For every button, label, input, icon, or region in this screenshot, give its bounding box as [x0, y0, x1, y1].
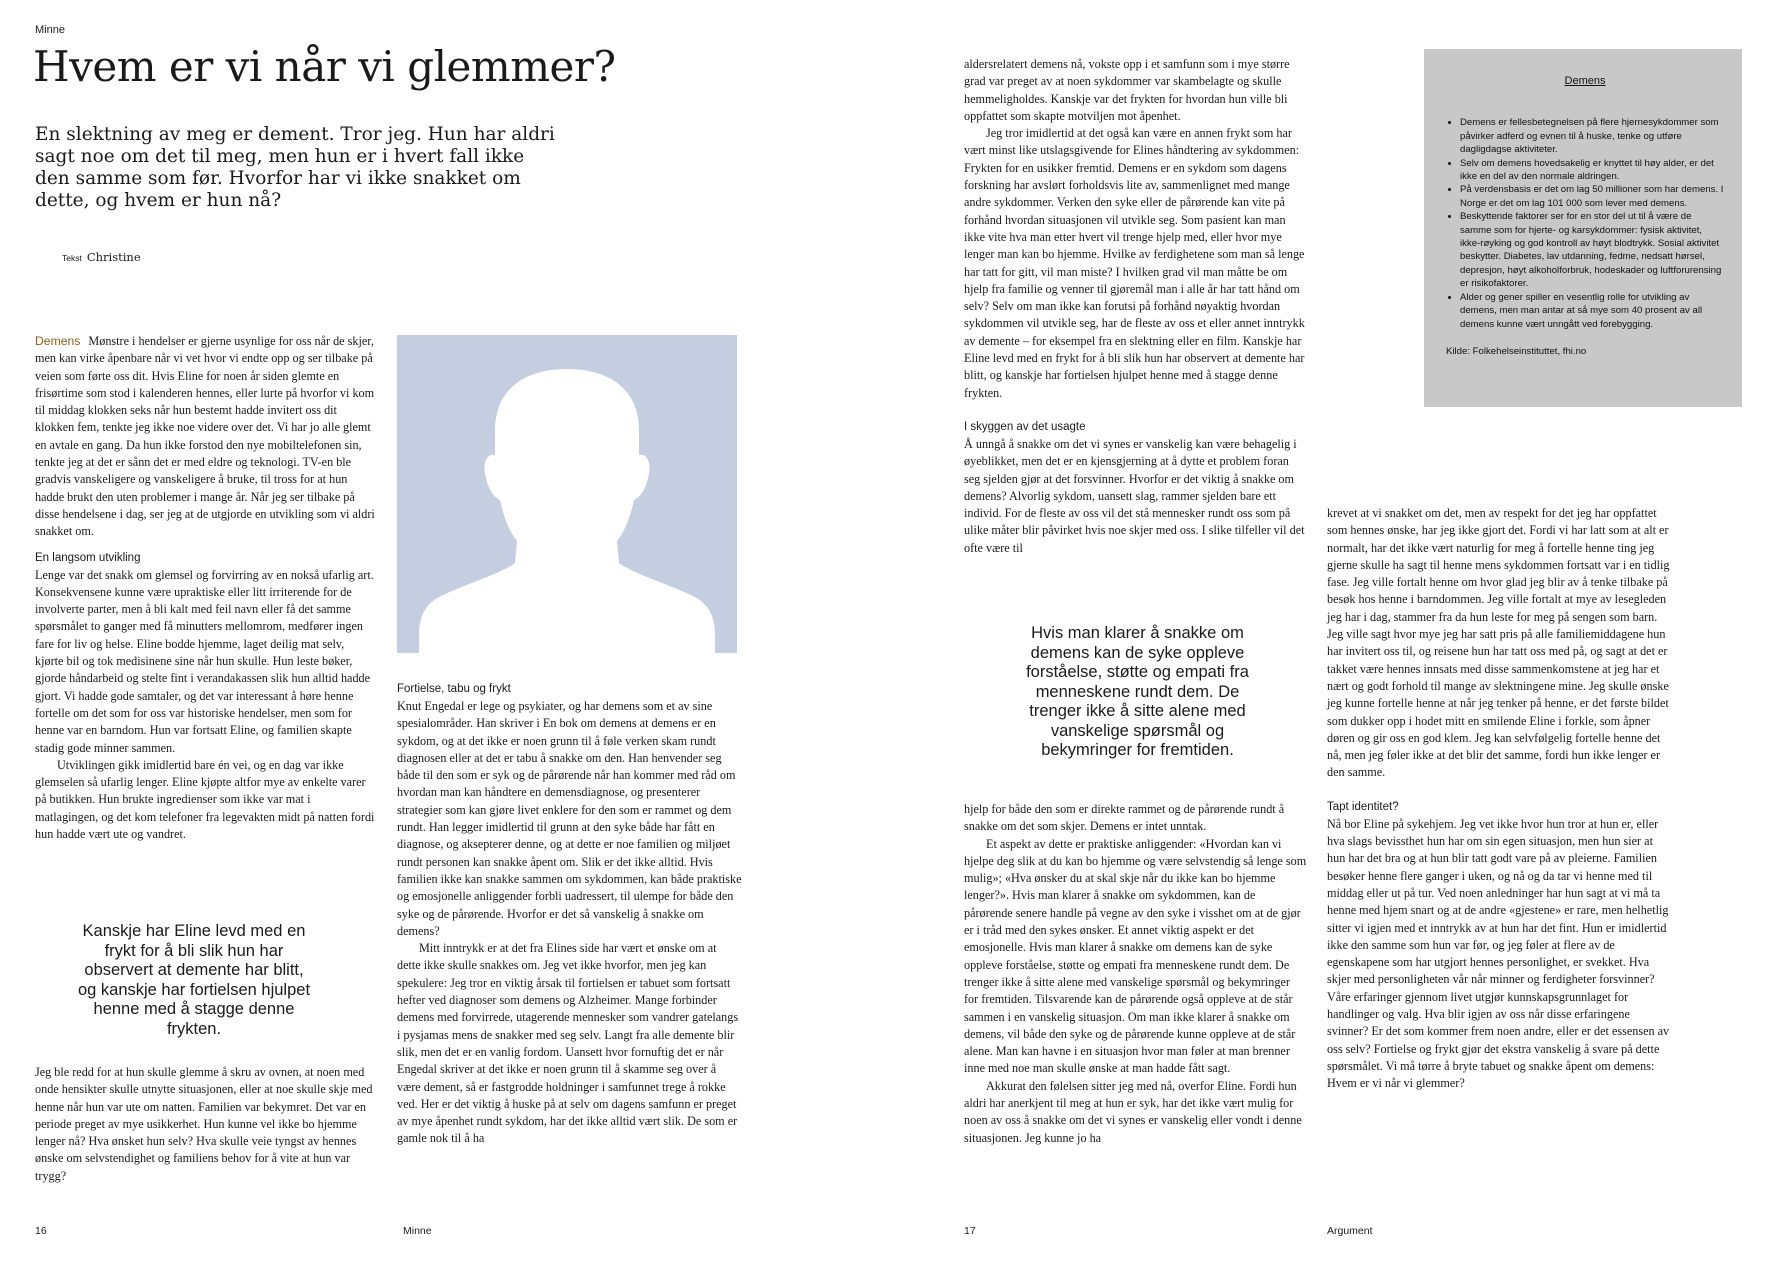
- kicker: Demens: [35, 334, 81, 348]
- col3-paragraph: Å unngå å snakke om det vi synes er vanskelig kan være behagelig i øyeblikket, men det er en kjensgjerning at å dytte et problem foran seg sjelden gjør at det forsvinner. Hvorfor er det viktig å snakke om demens? Alvorlig sykdom, uansett slag, rammer sjelden bare ett individ. For de fleste av oss vil det stå mennesker rundt oss som på ulike måter blir påvirket hvis noe skjer med oss. I slike tilfeller vil det ofte være til: [964, 436, 1305, 555]
- col3-paragraph: hjelp for både den som er direkte rammet og de pårørende rundt å snakke om det som skjer. Demens er intet unntak.: [964, 802, 1285, 834]
- pull-quote: Kanskje har Eline levd med en frykt for å bli slik hun har observert at demente har blitt, og kanskje har fortielsen hjulpet henne med å stagge denne frykten.: [77, 922, 311, 1038]
- col3-paragraph: Jeg tror imidlertid at det også kan være en annen frykt som har vært minst like utslagsgivende for Elines håndtering av sykdommen: Frykten for en usikker fremtid. Demens er en sykdom som dagens forskning har avslørt forholdsvis lite av, sammenlignet med mange andre sykdommer. Verken den syke eller de pårørende kan vite på forhånd hvordan situasjonen vil utvikle seg. Som pasient kan man ikke vite hva man etter hvert vil trenge hjelp med, eller hvor mye lenger man kan bo hjemme. Hvilke av ferdighetene som man så lenge har tatt for gitt, vil man miste? I hvilken grad vil man måtte be om hjelp fra familie og venner til gjøremål man i alle år har tatt hånd om selv? Selv om man ikke kan forutsi på forhånd nøyaktig hvordan sykdommen vil utvikle seg, har de fleste av oss et eller annet inntrykk av demente – for eksempel fra en slektning eller en film. Kanskje har Eline levd med en frykt for å bli slik hun har observert at demente har blitt, og kanskje har fortielsen hjulpet henne med å stagge denne frykten.: [964, 126, 1305, 400]
- fact-box-title: Demens: [1564, 75, 1606, 87]
- col1-paragraph: Lenge var det snakk om glemsel og forvirring av en nokså ufarlig art. Konsekvensene kunne være upraktiske eller litt irriterende for de involverte parter, men å bli kalt med feil navn eller få det samme spørsmålet to ganger med få minutters mellomrom, medfører ingen fare for liv og helse. Eline bodde hjemme, laget deilig mat selv, kjørte bil og tok medisinene sine når hun skulle. Hun leste bøker, gjorde håndarbeid og stelte fint i verandakassen slik hun alltid hadde gjort. Vi hadde gode samtaler, og det var interessant å høre henne fortelle om det som for oss var historiske hendelser, men som for henne var en barndom. Hun var fortsatt Eline, og familien skapte stadig gode minner sammen.: [35, 567, 374, 755]
- section-label: Minne: [35, 24, 65, 36]
- column-4: [1327, 505, 1672, 1093]
- page-number-left: 16: [35, 1225, 47, 1237]
- subheading: I skyggen av det usagte: [964, 420, 1086, 433]
- byline: [62, 250, 141, 264]
- byline-label: Tekst: [62, 253, 82, 263]
- column-2: [397, 681, 742, 1148]
- subheading: Fortielse, tabu og frykt: [397, 683, 511, 695]
- article-lead: En slektning av meg er dement. Tror jeg. Hun har aldri sagt noe om det til meg, men hun er i hvert fall ikke den samme som før. Hvorfor har vi ikke snakket om dette, og hvem er hun nå?: [35, 124, 555, 211]
- person-silhouette-icon: [397, 335, 737, 653]
- col2-paragraph: Mitt inntrykk er at det fra Elines side har vært et ønske om at dette ikke skulle snakkes om. Jeg vet ikke hvorfor, men jeg kan spekulere: Jeg tror en viktig årsak til fortielsen er tabuet som fortsatt hefter ved diagnoser som demens og Alzheimer. Mange forbinder demens med forvirrede, utagerende mennesker som vandrer gatelangs i pysjamas mens de snakker med seg selv. Langt fra alle demente blir slik, men det er en vanlig fordom. Uansett hvor fornuftig det er når Engedal skriver at det ikke er noen grunn til å skamme seg over å være dement, så er fastgrodde holdninger i samfunnet trege å rokke ved. Her er det viktig å huske på at selv om dagens samfunn er preget av mye åpenhet rundt sykdom, har det ikke alltid vært slik. De som er gamle nok til å ha: [397, 941, 739, 1146]
- column-3: [964, 56, 1307, 557]
- column-3-continued: [964, 801, 1307, 1147]
- fact-item: • Selv om demens hovedsakelig er knyttet til høy alder, er det ikke en del av den normale aldringen.: [1460, 157, 1724, 184]
- fact-box-source: Kilde: Folkehelseinstituttet, fhi.no: [1446, 345, 1587, 357]
- col4-paragraph: Nå bor Eline på sykehjem. Jeg vet ikke hvor hun tror at hun er, eller hva slags bevissthet hun har om sin egen situasjon, men hun sier at hun har det bra og at hun blir tatt godt vare på av pleierne. Familien besøker henne flere ganger i uken, og nå og da tar vi henne med til middag eller ut på tur. Ved noen anledninger har hun sagt at vi må ta henne med hjem snart og at de andre «gjestene» er rare, men helhetlig sitter vi igjen med et inntrykk av at hun har det fint. Hun er imidlertid ikke den samme som hun var før, og jeg føler at flere av de egenskapene som har utgjort hennes personlighet, er svekket. Hva skjer med personligheten vår når minner og ferdigheter forsvinner? Våre erfaringer gjennom livet utgjør kunnskapsgrunnlaget for handlinger og valg. Hva blir igjen av oss når disse erfaringene svinner? Er det som kommer frem noen andre, eller er det essensen av oss selv? Fortielse og frykt gjør det ekstra vanskelig å svare på dette spørsmålet. Vi må tørre å bryte tabuet og snakke åpent om demens: Hvem er vi når vi glemmer?: [1327, 816, 1670, 1091]
- column-1: [35, 333, 375, 843]
- col3-paragraph: aldersrelatert demens nå, vokste opp i et samfunn som i mye større grad var preget av at noen sykdommer var skambelagte og skulle hemmeligholdes. Kanskje var det frykten for hvordan hun ville bli oppfattet som skapte motviljen mot åpenhet.: [964, 57, 1290, 123]
- pull-quote: Hvis man klarer å snakke om demens kan de syke oppleve forståelse, støtte og empati fra menneskene rundt dem. De trenger ikke å sitte alene med vanskelige spørsmål og bekymringer for fremtiden.: [1026, 624, 1249, 759]
- column-1-continued: [35, 1064, 378, 1185]
- col2-paragraph: Knut Engedal er lege og psykiater, og har demens som et av sine spesialområder. Han skriver i En bok om demens at demens er en sykdom, og at det ikke er noen grunn til å føle verken skam rundt diagnosen eller at det er tabu å snakke om den. Han henvender seg både til den som er syk og de pårørende når han kommer med råd om hvordan man kan håndtere en demensdiagnose, og presenterer strategier som kan gjøre livet enklere for den som er rammet og dem rundt. Han legger imidlertid til grunn at den syke både har fått en diagnose, og aksepterer denne, og at dette er noe familien og miljøet rundt personen kan snakke åpent om. Slik er det ikke alltid. Hvis familien ikke kan snakke sammen om sykdommen, kan både praktiske og emosjonelle anliggender forbli uadressert, til ulempe for både den syke og de pårørende. Hvorfor er det så vanskelig å snakke om demens?: [397, 699, 742, 938]
- fact-item: • Alder og gener spiller en vesentlig rolle for utvikling av demens, men man antar at så mye som 40 prosent av all demens kunne vært unngått ved forebygging.: [1460, 291, 1724, 331]
- subheading: Tapt identitet?: [1327, 800, 1399, 813]
- page-number-right: 17: [964, 1225, 976, 1237]
- fact-item: • Demens er fellesbetegnelsen på flere hjernesykdommer som påvirker adferd og evnen til å huske, tenke og utføre dagligdagse aktiviteter.: [1460, 116, 1724, 156]
- subheading: En langsom utvikling: [35, 551, 141, 564]
- fact-box: [1424, 49, 1742, 407]
- footer-section-left: Minne: [403, 1225, 432, 1237]
- portrait-image: [397, 335, 737, 653]
- byline-name: Christine: [86, 250, 141, 264]
- col3-paragraph: Et aspekt av dette er praktiske anliggender: «Hvordan kan vi hjelpe deg slik at du kan bo hjemme og være selvstendig så lenge som mulig»; «Hva ønsker du at skal skje når du ikke kan bo hjemme lenger?». Hvis man klarer å snakke om sykdommen, kan de pårørende senere handle på vegne av den syke i visshet om at de gjør er i tråd med den sykes ønsker. Et annet viktig aspekt er det emosjonelle. Hvis man klarer å snakke om demens kan de syke oppleve forståelse, støtte og empati fra menneskene rundt dem. De trenger ikke å sitte alene med vanskelige spørsmål og bekymringer for fremtiden. Tilsvarende kan de pårørende også oppleve at de står sammen i en vanskelig situasjon. Om man ikke klarer å snakke om demens, vil både den syke og de pårørende kunne oppleve at de står alene. Man kan havne i en situasjon hvor man føler at man brenner inne med noe man skulle ønske at man hadde fått sagt.: [964, 836, 1307, 1076]
- col4-paragraph: krevet at vi snakket om det, men av respekt for det jeg har oppfattet som hennes ønske, har jeg ikke gjort det. Fordi vi har latt som at alt er normalt, har det ikke vært naturlig for meg å fortelle henne ting jeg gjerne skulle ha sagt til henne mens sykdommen fortsatt var i en tidlig fase. Jeg ville fortalt henne om hvor glad jeg blir av å tenke tilbake på besøk hos henne i barndommen. Jeg ville fortalt at mye av lesegleden jeg har i dag, stammer fra da hun leste for meg på sengen som barn. Jeg ville sagt hvor mye jeg har satt pris på alle familiemiddagene hun har invitert oss til, og reisene hun har tatt oss med på, og sagt at det er takket være hennes innsats med disse sammenkomstene at jeg har et nært og godt forhold til mange av slektningene mine. Jeg skulle ønske jeg kunne fortelle henne at når jeg tenker på henne, er det første bildet som dukker opp i hodet mitt en smilende Eline i forkle, som åpner døren og gir oss en god klem. Jeg kan selvfølgelig fortelle henne det nå, men jeg føler ikke at det blir det samme, fordi hun ikke lenger er den samme.: [1327, 506, 1670, 780]
- article-title: Hvem er vi når vi glemmer?: [33, 42, 616, 91]
- col1-paragraph: Jeg ble redd for at hun skulle glemme å skru av ovnen, at noen med onde hensikter skulle utnytte situasjonen, eller at noe skulle skje med henne når hun var ute om natten. Familien var bekymret. Det var en periode preget av mye usikkerhet. Hun kunne vel ikke bo hjemme lenger nå? Hva ønsket hun selv? Hva skulle veie tyngst av hennes ønske om selvstendighet og familiens behov for å vite at hun var trygg?: [35, 1065, 373, 1183]
- footer-section-right: Argument: [1327, 1225, 1373, 1237]
- col1-paragraph: Mønstre i hendelser er gjerne usynlige for oss når de skjer, men kan virke åpenbare når vi vet hvor vi endte opp og ser tilbake på veien som førte oss dit. Hvis Eline for noen år siden glemte en frisørtime som stod i kalenderen hennes, eller lurte på hvorfor vi kom til middag klokken seks når hun bestemt hadde invitert oss dit klokken fem, tenkte jeg ikke noe videre over det. Vi har jo alle glemt en avtale en gang. Da hun ikke forstod den nye mobiltelefonen sin, tenkte jeg at det er sånn det er med eldre og teknologi. TV-en ble gradvis vanskeligere og vanskeligere å bruke, til tross for at hun hadde brukt den uten problemer i mange år. Når jeg ser tilbake på disse hendelsene i dag, ser jeg at de utgjorde en utvikling som vi aldri snakket om.: [35, 334, 375, 539]
- col3-paragraph: Akkurat den følelsen sitter jeg med nå, overfor Eline. Fordi hun aldri har anerkjent til meg at hun er syk, har det ikke vært mulig for noen av oss å snakke om det vi synes er vanskelig eller vondt i denne situasjonen. Jeg kunne jo ha: [964, 1078, 1302, 1145]
- col1-paragraph: Utviklingen gikk imidlertid bare én vei, og en dag var ikke glemselen så ufarlig lenger. Eline kjøpte altfor mye av enkelte varer på butikken. Hun brukte ingredienser som ikke var mat i matlagingen, og det kom telefoner fra legevakten midt på natten fordi hun hadde vært ute og vandret.: [35, 757, 375, 842]
- fact-item: • Beskyttende faktorer ser for en stor del ut til å være de samme som for hjerte- og karsykdommer: fysisk aktivitet, ikke-røyking og god kontroll av høyt blodtrykk. Sosial aktivitet beskytter. Diabetes, lav utdanning, fedme, nedsatt hørsel, depresjon, høyt alkoholforbruk, hodeskader og luftforurensing er risikofaktorer.: [1460, 210, 1724, 290]
- fact-box-list: [1446, 116, 1724, 331]
- fact-item: • På verdensbasis er det om lag 50 millioner som har demens. I Norge er det om lag 101 000 som lever med demens.: [1460, 183, 1724, 210]
